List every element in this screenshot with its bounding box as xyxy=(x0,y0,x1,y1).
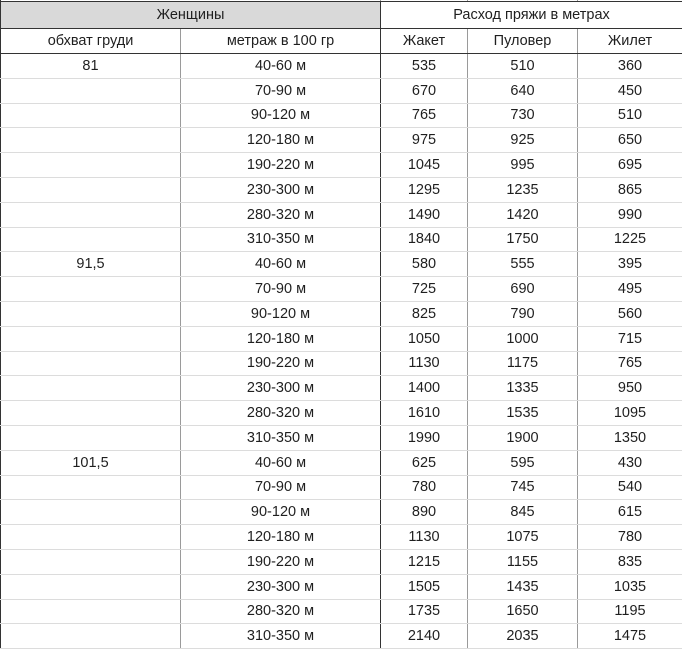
pullover-value-cell: 1155 xyxy=(468,549,578,574)
pullover-value-cell: 1900 xyxy=(468,425,578,450)
column-header-vest: Жилет xyxy=(578,29,682,54)
chest-size-cell xyxy=(1,376,181,401)
gauge-cell: 280-320 м xyxy=(181,202,381,227)
vest-value-cell: 765 xyxy=(578,351,682,376)
vest-value-cell: 560 xyxy=(578,301,682,326)
chest-size-cell xyxy=(1,103,181,128)
vest-value-cell: 1035 xyxy=(578,574,682,599)
pullover-value-cell: 1335 xyxy=(468,376,578,401)
gauge-cell: 40-60 м xyxy=(181,54,381,79)
gauge-cell: 190-220 м xyxy=(181,153,381,178)
pullover-value-cell: 745 xyxy=(468,475,578,500)
pullover-value-cell: 925 xyxy=(468,128,578,153)
jacket-value-cell: 1505 xyxy=(381,574,468,599)
vest-value-cell: 865 xyxy=(578,177,682,202)
jacket-value-cell: 975 xyxy=(381,128,468,153)
vest-value-cell: 715 xyxy=(578,326,682,351)
jacket-value-cell: 1990 xyxy=(381,425,468,450)
table-row xyxy=(1,301,682,326)
table-row xyxy=(1,177,682,202)
table-row xyxy=(1,153,682,178)
pullover-value-cell: 1235 xyxy=(468,177,578,202)
table-row xyxy=(1,549,682,574)
gauge-cell: 190-220 м xyxy=(181,351,381,376)
chest-size-cell xyxy=(1,78,181,103)
jacket-value-cell: 1840 xyxy=(381,227,468,252)
table-row xyxy=(1,103,682,128)
table-row xyxy=(1,525,682,550)
pullover-value-cell: 730 xyxy=(468,103,578,128)
chest-size-cell xyxy=(1,128,181,153)
gauge-cell: 90-120 м xyxy=(181,301,381,326)
gauge-cell: 70-90 м xyxy=(181,475,381,500)
chest-size-cell xyxy=(1,425,181,450)
table-row xyxy=(1,351,682,376)
vest-value-cell: 430 xyxy=(578,450,682,475)
gauge-cell: 190-220 м xyxy=(181,549,381,574)
table-row xyxy=(1,277,682,302)
chest-size-cell xyxy=(1,549,181,574)
table-row xyxy=(1,128,682,153)
vest-value-cell: 990 xyxy=(578,202,682,227)
jacket-value-cell: 2140 xyxy=(381,624,468,649)
consumption-header: Расход пряжи в метрах xyxy=(381,2,682,29)
gauge-cell: 70-90 м xyxy=(181,78,381,103)
gauge-cell: 280-320 м xyxy=(181,401,381,426)
pullover-value-cell: 555 xyxy=(468,252,578,277)
vest-value-cell: 395 xyxy=(578,252,682,277)
gauge-cell: 310-350 м xyxy=(181,227,381,252)
chest-size-cell xyxy=(1,525,181,550)
jacket-value-cell: 890 xyxy=(381,500,468,525)
table-row xyxy=(1,78,682,103)
gauge-cell: 310-350 м xyxy=(181,425,381,450)
women-header: Женщины xyxy=(1,2,381,29)
vest-value-cell: 1350 xyxy=(578,425,682,450)
pullover-value-cell: 640 xyxy=(468,78,578,103)
gauge-cell: 230-300 м xyxy=(181,574,381,599)
jacket-value-cell: 1400 xyxy=(381,376,468,401)
table-row xyxy=(1,401,682,426)
vest-value-cell: 835 xyxy=(578,549,682,574)
chest-size-cell xyxy=(1,599,181,624)
chest-size-cell xyxy=(1,500,181,525)
table-row xyxy=(1,574,682,599)
chest-size-cell xyxy=(1,624,181,649)
pullover-value-cell: 1535 xyxy=(468,401,578,426)
chest-size-cell xyxy=(1,153,181,178)
pullover-value-cell: 690 xyxy=(468,277,578,302)
vest-value-cell: 1475 xyxy=(578,624,682,649)
jacket-value-cell: 1045 xyxy=(381,153,468,178)
vest-value-cell: 495 xyxy=(578,277,682,302)
chest-size-cell xyxy=(1,177,181,202)
pullover-value-cell: 995 xyxy=(468,153,578,178)
chest-size-cell xyxy=(1,326,181,351)
vest-value-cell: 780 xyxy=(578,525,682,550)
pullover-value-cell: 790 xyxy=(468,301,578,326)
jacket-value-cell: 1215 xyxy=(381,549,468,574)
pullover-value-cell: 595 xyxy=(468,450,578,475)
gauge-cell: 40-60 м xyxy=(181,252,381,277)
pullover-value-cell: 845 xyxy=(468,500,578,525)
jacket-value-cell: 625 xyxy=(381,450,468,475)
table-row xyxy=(1,202,682,227)
vest-value-cell: 360 xyxy=(578,54,682,79)
pullover-value-cell: 1175 xyxy=(468,351,578,376)
gauge-cell: 280-320 м xyxy=(181,599,381,624)
pullover-value-cell: 1750 xyxy=(468,227,578,252)
chest-size-cell xyxy=(1,574,181,599)
gauge-cell: 120-180 м xyxy=(181,326,381,351)
table-row xyxy=(1,376,682,401)
vest-value-cell: 695 xyxy=(578,153,682,178)
vest-value-cell: 615 xyxy=(578,500,682,525)
jacket-value-cell: 1050 xyxy=(381,326,468,351)
gauge-cell: 310-350 м xyxy=(181,624,381,649)
chest-size-cell xyxy=(1,277,181,302)
table-row xyxy=(1,326,682,351)
pullover-value-cell: 510 xyxy=(468,54,578,79)
jacket-value-cell: 765 xyxy=(381,103,468,128)
pullover-value-cell: 1420 xyxy=(468,202,578,227)
vest-value-cell: 540 xyxy=(578,475,682,500)
jacket-value-cell: 1735 xyxy=(381,599,468,624)
gauge-cell: 120-180 м xyxy=(181,128,381,153)
table-row xyxy=(1,450,682,475)
gauge-cell: 70-90 м xyxy=(181,277,381,302)
gauge-cell: 230-300 м xyxy=(181,376,381,401)
header-row-groups xyxy=(1,2,682,29)
pullover-value-cell: 1000 xyxy=(468,326,578,351)
chest-size-cell xyxy=(1,401,181,426)
gauge-cell: 90-120 м xyxy=(181,103,381,128)
gauge-cell: 230-300 м xyxy=(181,177,381,202)
chest-size-cell xyxy=(1,301,181,326)
jacket-value-cell: 1295 xyxy=(381,177,468,202)
table-row xyxy=(1,54,682,79)
table-row xyxy=(1,475,682,500)
jacket-value-cell: 825 xyxy=(381,301,468,326)
chest-size-cell xyxy=(1,351,181,376)
chest-size-cell xyxy=(1,202,181,227)
pullover-value-cell: 1075 xyxy=(468,525,578,550)
chest-size-cell xyxy=(1,475,181,500)
gauge-cell: 40-60 м xyxy=(181,450,381,475)
vest-value-cell: 1095 xyxy=(578,401,682,426)
column-header-gauge: метраж в 100 гр xyxy=(181,29,381,54)
chest-size-cell: 81 xyxy=(1,54,181,79)
table-row xyxy=(1,252,682,277)
jacket-value-cell: 780 xyxy=(381,475,468,500)
chest-size-cell xyxy=(1,227,181,252)
column-header-jacket: Жакет xyxy=(381,29,468,54)
pullover-value-cell: 1435 xyxy=(468,574,578,599)
jacket-value-cell: 580 xyxy=(381,252,468,277)
table-row xyxy=(1,227,682,252)
pullover-value-cell: 1650 xyxy=(468,599,578,624)
table-row xyxy=(1,624,682,649)
header-row-columns xyxy=(1,29,682,54)
chest-size-cell: 101,5 xyxy=(1,450,181,475)
pullover-value-cell: 2035 xyxy=(468,624,578,649)
table-row xyxy=(1,425,682,450)
jacket-value-cell: 670 xyxy=(381,78,468,103)
column-header-chest: обхват груди xyxy=(1,29,181,54)
vest-value-cell: 510 xyxy=(578,103,682,128)
vest-value-cell: 1195 xyxy=(578,599,682,624)
jacket-value-cell: 1130 xyxy=(381,525,468,550)
chest-size-cell: 91,5 xyxy=(1,252,181,277)
jacket-value-cell: 1490 xyxy=(381,202,468,227)
jacket-value-cell: 1130 xyxy=(381,351,468,376)
gauge-cell: 120-180 м xyxy=(181,525,381,550)
table-row xyxy=(1,599,682,624)
gauge-cell: 90-120 м xyxy=(181,500,381,525)
vest-value-cell: 450 xyxy=(578,78,682,103)
jacket-value-cell: 535 xyxy=(381,54,468,79)
vest-value-cell: 1225 xyxy=(578,227,682,252)
table-row xyxy=(1,500,682,525)
vest-value-cell: 650 xyxy=(578,128,682,153)
jacket-value-cell: 1610 xyxy=(381,401,468,426)
vest-value-cell: 950 xyxy=(578,376,682,401)
jacket-value-cell: 725 xyxy=(381,277,468,302)
column-header-pullover: Пуловер xyxy=(468,29,578,54)
